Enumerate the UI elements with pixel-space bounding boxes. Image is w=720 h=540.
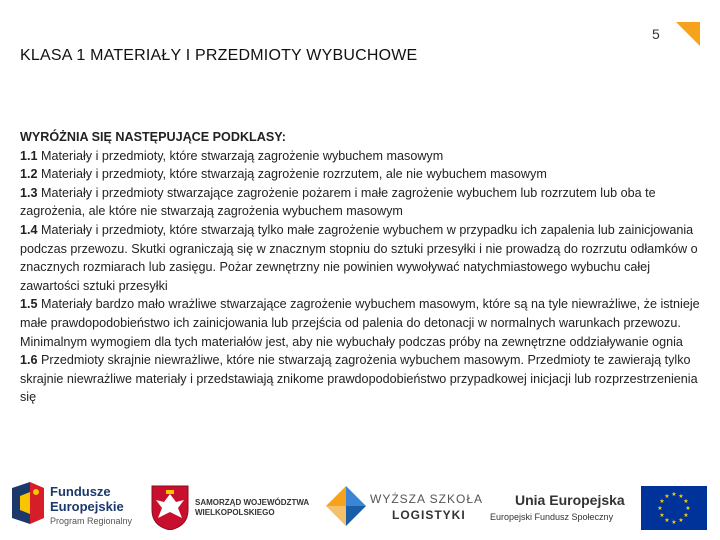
svg-text:★: ★ (683, 498, 689, 505)
svg-text:★: ★ (664, 517, 670, 524)
svg-text:★: ★ (657, 505, 663, 512)
eu-flag-icon (641, 486, 707, 530)
footer-logos (0, 472, 720, 540)
svg-text:★: ★ (659, 498, 665, 505)
slide-title: KLASA 1 MATERIAŁY I PRZEDMIOTY WYBUCHOWE (20, 47, 418, 64)
svg-text:★: ★ (685, 505, 691, 512)
svg-text:★: ★ (683, 512, 689, 519)
fundusze-europejskie-logo (10, 478, 46, 528)
svg-text:★: ★ (659, 512, 665, 519)
coat-of-arms-icon (150, 484, 190, 530)
subclass-heading: WYRÓŻNIA SIĘ NASTĘPUJĄCE PODKLASY: (20, 130, 286, 144)
subclass-item (20, 295, 704, 351)
sw-line2: WIELKOPOLSKIEGO (195, 508, 275, 517)
svg-text:★: ★ (671, 491, 677, 498)
subclass-number: 1.3 (20, 185, 38, 200)
subclass-item (20, 184, 704, 221)
wsl-line1: WYŻSZA SZKOŁA (370, 492, 484, 506)
subclass-number: 1.2 (20, 167, 38, 182)
subclass-item (20, 147, 704, 166)
svg-text:★: ★ (664, 493, 670, 500)
subclass-text: Materiały i przedmioty, które stwarzają zagrożenie rozrzutem, ale nie wybuchem masowym (37, 167, 547, 182)
subclass-text: Przedmioty skrajnie niewrażliwe, które nie stwarzają zagrożenia wybuchem masowym. Przedmioty te zawierają tylko skrajnie niewrażliwe materiały i przedstawiają znikome prawdopodobieństwo przypadkowej inicjacji lub rozprzestrzenienia się (20, 353, 698, 405)
sw-line1: SAMORZĄD WOJEWÓDZTWA (195, 498, 310, 507)
samorzad-text (195, 498, 309, 518)
ue-line2: Europejski Fundusz Społeczny (490, 512, 614, 522)
subclass-item (20, 165, 704, 184)
fe-line3: Program Regionalny (50, 516, 133, 526)
subclass-item (20, 351, 704, 407)
ue-line1: Unia Europejska (515, 492, 625, 508)
subclass-text: Materiały i przedmioty stwarzające zagrożenie pożarem i małe zagrożenie wybuchem lub rozrzutem lub oba te zagrożenia, ale które nie stwarzają zagrożenia wybuchem masowym (20, 185, 656, 219)
fe-line1: Fundusze (50, 484, 111, 499)
corner-accent (676, 22, 700, 46)
subclass-text: Materiały bardzo mało wrażliwe stwarzające zagrożenie wybuchem masowym, które są na tyle niewrażliwe, że istnieje małe prawdopodobieństwo ich zainicjowania lub przejścia od palenia do detonacji w normalnych warunkach przewozu. Minimalnym wymogiem dla tych materiałów jest, aby nie wybuchały podczas próby na zewnętrzne oddziaływanie ognia (20, 297, 700, 349)
wsl-logo-icon (326, 486, 366, 526)
subclass-text: Materiały i przedmioty, które stwarzają zagrożenie wybuchem masowym (37, 148, 444, 163)
subclass-number: 1.4 (20, 222, 38, 237)
subclass-number: 1.6 (20, 353, 38, 368)
page-number: 5 (652, 26, 660, 42)
subclass-number: 1.5 (20, 297, 38, 312)
svg-text:★: ★ (678, 517, 684, 524)
subclass-number: 1.1 (20, 148, 38, 163)
content-body (20, 128, 704, 407)
svg-text:★: ★ (671, 519, 677, 526)
fe-line2: Europejskie (50, 499, 124, 514)
subclass-item (20, 221, 704, 295)
fundusze-europejskie-text (50, 484, 132, 529)
wsl-line2: LOGISTYKI (392, 508, 466, 522)
subclass-text: Materiały i przedmioty, które stwarzają tylko małe zagrożenie wybuchem w przypadku ich zapalenia lub zainicjowania podczas przewozu. Skutki ograniczają się w znacznym stopniu do sztuki przesyłki i nie prowadzą do rozrzutu odłamków o znacznych rozmiarach lub zasięgu. Pożar zewnętrzny nie powinien wywoływać natychmiastowego wybuchu całej zawartości sztuki przesyłki (20, 222, 698, 293)
svg-text:★: ★ (678, 493, 684, 500)
